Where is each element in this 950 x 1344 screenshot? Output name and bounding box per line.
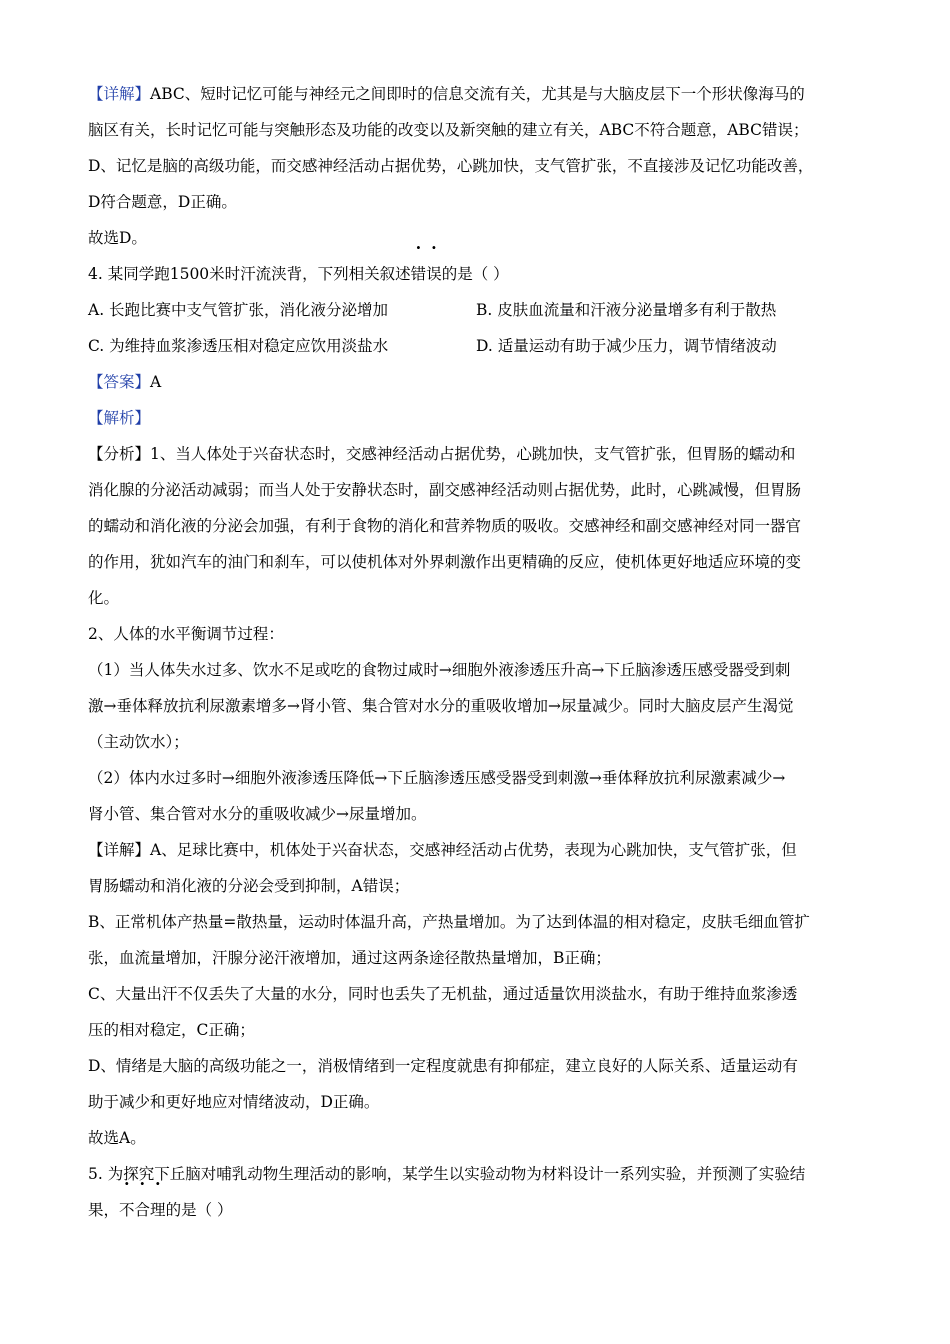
text-line: 压的相对稳定，C正确；: [88, 1021, 255, 1039]
stem-text: 的是（ ）: [165, 1201, 233, 1219]
emphasis-char: 误: [426, 265, 442, 283]
text-line: 肾小管、集合管对水分的重吸收减少→尿量增加。: [88, 805, 427, 823]
text-line: A、足球比赛中，机体处于兴奋状态，交感神经活动占优势，表现为心跳加快，支气管扩张，但: [150, 841, 797, 859]
answer-line: [88, 364, 860, 400]
text-line: （主动饮水）；: [88, 733, 189, 751]
question-5-stem-line-2: [88, 1192, 860, 1228]
question-5-stem: 5. 为探究下丘脑对哺乳动物生理活动的影响，某学生以实验动物为材料设计一系列实验，并预测了实验结: [88, 1165, 806, 1183]
choice-line: 故选D。: [88, 229, 147, 247]
text-line: 激→垂体释放抗利尿激素增多→肾小管、集合管对水分的重吸收增加→尿量减少。同时大脑皮层产生渴觉: [88, 697, 794, 715]
detail-label: 【详解】: [88, 85, 151, 103]
emphasis-char: 错: [410, 265, 427, 283]
text-line: 脑区有关，长时记忆可能与突触形态及功能的改变以及新突触的建立有关，ABC不符合题意，ABC错误；: [88, 121, 809, 139]
option-d: D. 适量运动有助于减少压力，调节情绪波动: [476, 337, 777, 355]
text-line: 1、当人体处于兴奋状态时，交感神经活动占据优势，心跳加快，支气管扩张，但胃肠的蠕动和: [150, 445, 796, 463]
text-line: 的作用，犹如汽车的油门和刹车，可以使机体对外界刺激作出更精确的反应，使机体更好地适应环境的变: [88, 553, 802, 571]
text-line: 消化腺的分泌活动减弱；而当人处于安静状态时，副交感神经活动则占据优势，此时，心跳减慢，但胃肠: [88, 481, 802, 499]
text-line: C、大量出汗不仅丢失了大量的水分，同时也丢失了无机盐，通过适量饮用淡盐水，有助于维持血浆渗透: [88, 985, 798, 1003]
options-row-1: [88, 292, 860, 328]
analysis-paragraph: [88, 436, 860, 472]
text-line: 的蠕动和消化液的分泌会加强，有利于食物的消化和营养物质的吸收。交感神经和副交感神经对同一器官: [88, 517, 802, 535]
option-b: B. 皮肤血流量和汗液分泌量增多有利于散热: [476, 301, 777, 319]
detail-label: 【详解】: [88, 841, 151, 859]
text-line: D符合题意，D正确。: [88, 193, 237, 211]
choice-line: 故选A。: [88, 1129, 146, 1147]
stem-text: 的是（ ）: [441, 265, 509, 283]
text-line: 助于减少和更好地应对情绪波动，D正确。: [88, 1093, 380, 1111]
emphasis-char: 不: [119, 1201, 135, 1219]
text-line: 2、人体的水平衡调节过程：: [88, 625, 284, 643]
text-line: D、情绪是大脑的高级功能之一，消极情绪到一定程度就患有抑郁症，建立良好的人际关系、适量运动有: [88, 1057, 798, 1075]
detail-paragraph-1: [88, 76, 860, 112]
question-4-stem: [88, 256, 860, 292]
stem-text: 4. 某同学跑1500米时汗流浃背，下列相关叙述: [88, 265, 411, 283]
document-page: [88, 76, 860, 1228]
detail-paragraph-2: [88, 832, 860, 868]
answer-label: 【答案】: [88, 373, 151, 391]
text-line: 胃肠蠕动和消化液的分泌会受到抑制，A错误；: [88, 877, 410, 895]
analysis-heading: [88, 400, 860, 436]
text-line: B、正常机体产热量=散热量，运动时体温升高，产热量增加。为了达到体温的相对稳定，皮肤毛细血管扩: [88, 913, 810, 931]
analysis-label: 【解析】: [88, 409, 151, 427]
analysis-label-inner: 【分析】: [88, 445, 151, 463]
text-line: 化。: [88, 589, 120, 607]
text-line: ABC、短时记忆可能与神经元之间即时的信息交流有关，尤其是与大脑皮层下一个形状像海马的: [150, 85, 805, 103]
options-row-2: [88, 328, 860, 364]
stem-text: 果，: [88, 1201, 120, 1219]
text-line: （1）当人体失水过多、饮水不足或吃的食物过咸时→细胞外液渗透压升高→下丘脑渗透压感受器受到刺: [88, 661, 791, 679]
text-line: D、记忆是脑的高级功能，而交感神经活动占据优势，心跳加快，支气管扩张，不直接涉及记忆功能改善，: [88, 157, 814, 175]
answer-value: A: [150, 373, 162, 391]
text-line: 张，血流量增加，汗腺分泌汗液增加，通过这两条途径散热量增加，B正确；: [88, 949, 611, 967]
option-c: C. 为维持血浆渗透压相对稳定应饮用淡盐水: [88, 337, 389, 355]
emphasis-char: 理: [150, 1201, 166, 1219]
text-line: （2）体内水过多时→细胞外液渗透压降低→下丘脑渗透压感受器受到刺激→垂体释放抗利尿激素减少→: [88, 769, 786, 787]
emphasis-char: 合: [134, 1201, 151, 1219]
option-a: A. 长跑比赛中支气管扩张，消化液分泌增加: [88, 301, 389, 319]
